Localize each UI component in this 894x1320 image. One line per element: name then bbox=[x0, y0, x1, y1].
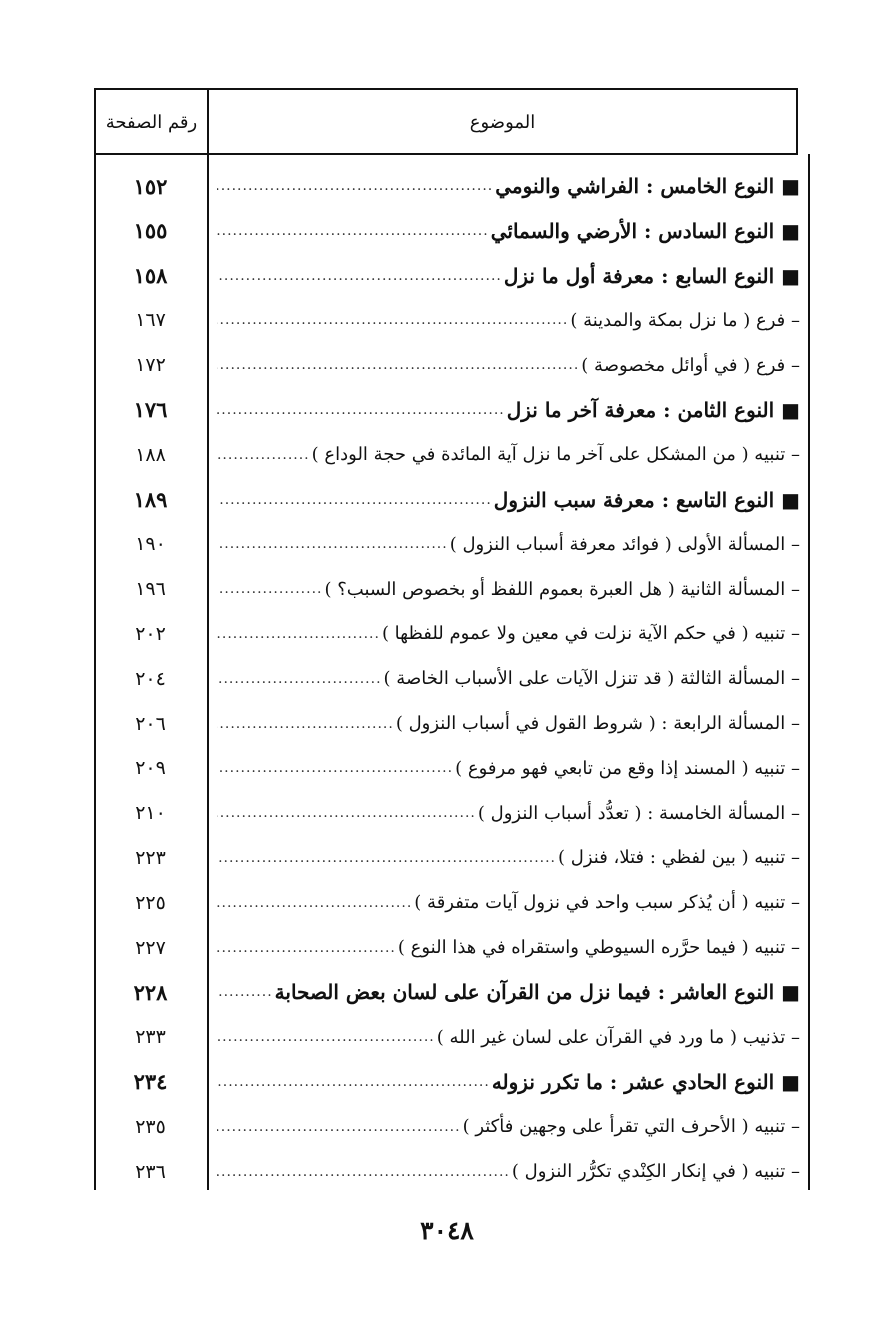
dot-leader bbox=[217, 402, 505, 418]
topic-entry bbox=[217, 750, 800, 786]
topic-title: – تنبيه ( فيما حرَّره السيوطي واستقراه في هذا النوع ) bbox=[397, 937, 800, 959]
topic-entry bbox=[217, 1109, 800, 1145]
page-number: ٢٢٧ bbox=[135, 936, 166, 959]
subtopic-row bbox=[94, 437, 810, 482]
page-number: ٢٣٤ bbox=[133, 1069, 168, 1095]
page-number: ١٩٠ bbox=[135, 533, 166, 556]
topic-entry bbox=[217, 168, 800, 204]
topic-title: ■ النوع التاسع : معرفة سبب النزول bbox=[493, 487, 800, 512]
subtopic-row bbox=[94, 795, 810, 840]
topic-title: – المسألة الرابعة : ( شروط القول في أسباب النزول ) bbox=[395, 713, 800, 735]
page-number-column-header: رقم الصفحة bbox=[105, 111, 198, 133]
subtopic-row bbox=[94, 885, 810, 930]
dot-leader bbox=[217, 536, 448, 552]
page-number: ١٩٦ bbox=[135, 578, 166, 601]
page-number: ٢٠٤ bbox=[135, 667, 166, 690]
topic-title: – المسألة الثالثة ( قد تنزل الآيات على الأسباب الخاصة ) bbox=[383, 668, 800, 690]
dot-leader bbox=[217, 223, 489, 239]
dot-leader bbox=[217, 626, 380, 642]
dot-leader bbox=[217, 492, 492, 508]
topic-title: ■ النوع الحادي عشر : ما تكرر نزوله bbox=[491, 1069, 800, 1094]
dot-leader bbox=[217, 760, 453, 776]
topic-title: – تذنيب ( ما ورد في القرآن على لسان غير الله ) bbox=[436, 1026, 800, 1048]
topic-title: – تنبيه ( المسند إذا وقع من تابعي فهو مرفوع ) bbox=[455, 757, 800, 779]
dot-leader bbox=[217, 447, 310, 463]
topic-entry bbox=[217, 661, 800, 697]
page-number: ٢٠٢ bbox=[135, 622, 166, 645]
page-number: ٢٣٣ bbox=[135, 1026, 166, 1049]
main-topic-row bbox=[94, 1064, 810, 1109]
topic-entry bbox=[217, 616, 800, 652]
topic-title: – تنبيه ( أن يُذكر سبب واحد في نزول آيات متفرقة ) bbox=[414, 892, 800, 914]
table-top-border bbox=[94, 88, 798, 90]
dot-leader bbox=[217, 1119, 461, 1135]
topic-entry bbox=[217, 930, 800, 966]
topic-title: ■ النوع العاشر : فيما نزل من القرآن على لسان بعض الصحابة bbox=[274, 980, 800, 1005]
subtopic-row bbox=[94, 571, 810, 616]
topic-entry bbox=[217, 437, 800, 473]
topic-entry bbox=[217, 885, 800, 921]
topic-title: – المسألة الثانية ( هل العبرة بعموم اللفظ أو بخصوص السبب؟ ) bbox=[324, 578, 800, 600]
topic-title: ■ النوع الثامن : معرفة آخر ما نزل bbox=[506, 397, 800, 422]
page-number: ٢١٠ bbox=[135, 802, 166, 825]
dot-leader bbox=[217, 984, 273, 1000]
topic-title: – تنبيه ( في حكم الآية نزلت في معين ولا عموم للفظها ) bbox=[381, 623, 800, 645]
dot-leader bbox=[217, 268, 502, 284]
subtopic-row bbox=[94, 1109, 810, 1154]
header-right-border bbox=[796, 88, 798, 155]
topic-title: ■ النوع السادس : الأرضي والسمائي bbox=[490, 218, 800, 243]
topic-entry bbox=[217, 795, 800, 831]
main-topic-row bbox=[94, 258, 810, 303]
dot-leader bbox=[217, 1164, 510, 1180]
topic-title: – فرع ( ما نزل بمكة والمدينة ) bbox=[570, 309, 800, 331]
topic-title: – تنبيه ( بين لفظي : فتلا، فنزل ) bbox=[558, 847, 800, 869]
topic-entry bbox=[217, 347, 800, 383]
subtopic-row bbox=[94, 750, 810, 795]
topic-entry bbox=[217, 213, 800, 249]
topic-entry bbox=[217, 840, 800, 876]
page-number: ٢٢٥ bbox=[135, 891, 166, 914]
page-number: ١٦٧ bbox=[135, 309, 166, 332]
dot-leader bbox=[217, 312, 568, 328]
subtopic-row bbox=[94, 616, 810, 661]
main-topic-row bbox=[94, 974, 810, 1019]
page-number: ٢٠٩ bbox=[135, 757, 166, 780]
main-topic-row bbox=[94, 392, 810, 437]
topic-title: – تنبيه ( من المشكل على آخر ما نزل آية المائدة في حجة الوداع ) bbox=[311, 444, 800, 466]
subtopic-row bbox=[94, 706, 810, 751]
topic-title: – تنبيه ( في إنكار الكِنْدي تكرُّر النزول ) bbox=[511, 1161, 800, 1183]
header-bottom-border bbox=[94, 153, 798, 155]
subtopic-row bbox=[94, 1154, 810, 1199]
subtopic-row bbox=[94, 302, 810, 347]
dot-leader bbox=[217, 671, 382, 687]
topic-title: – المسألة الخامسة : ( تعدُّد أسباب النزول ) bbox=[477, 802, 800, 824]
topic-title: ■ النوع الخامس : الفراشي والنومي bbox=[495, 174, 800, 198]
page-number: ٢٣٥ bbox=[135, 1115, 166, 1138]
page-number: ١٥٨ bbox=[133, 263, 168, 289]
dot-leader bbox=[217, 178, 493, 194]
page-number: ٢٠٦ bbox=[135, 712, 166, 735]
page-number: ١٥٥ bbox=[133, 218, 168, 244]
topic-entry bbox=[217, 1019, 800, 1055]
dot-leader bbox=[217, 895, 412, 911]
page-number: ٢٢٨ bbox=[133, 979, 168, 1005]
dot-leader bbox=[217, 581, 322, 597]
topic-entry bbox=[217, 258, 800, 294]
subtopic-row bbox=[94, 930, 810, 975]
topic-title: – تنبيه ( الأحرف التي تقرأ على وجهين فأكثر ) bbox=[462, 1116, 800, 1138]
dot-leader bbox=[217, 716, 394, 732]
topic-entry bbox=[217, 1154, 800, 1190]
dot-leader bbox=[217, 357, 579, 373]
page-number: ١٧٦ bbox=[133, 397, 168, 423]
dot-leader bbox=[217, 940, 396, 956]
topic-entry bbox=[217, 571, 800, 607]
page-number: ١٨٨ bbox=[135, 443, 166, 466]
topic-entry bbox=[217, 302, 800, 338]
dot-leader bbox=[217, 805, 476, 821]
page-number: ٢٢٣ bbox=[135, 846, 166, 869]
subtopic-row bbox=[94, 1019, 810, 1064]
subtopic-row bbox=[94, 347, 810, 392]
dot-leader bbox=[217, 1029, 435, 1045]
topic-title: ■ النوع السابع : معرفة أول ما نزل bbox=[503, 263, 800, 288]
subtopic-row bbox=[94, 840, 810, 885]
topic-entry bbox=[217, 1064, 800, 1100]
topic-title: – المسألة الأولى ( فوائد معرفة أسباب النزول ) bbox=[449, 533, 800, 555]
main-topic-row bbox=[94, 482, 810, 527]
topic-entry bbox=[217, 482, 800, 518]
subtopic-row bbox=[94, 661, 810, 706]
page-folio-number: ٣٠٤٨ bbox=[420, 1215, 474, 1245]
subtopic-row bbox=[94, 526, 810, 571]
topic-title: – فرع ( في أوائل مخصوصة ) bbox=[581, 354, 800, 376]
topic-column-header: الموضوع bbox=[469, 111, 536, 133]
page-number: ١٧٢ bbox=[135, 354, 166, 377]
topic-entry bbox=[217, 392, 800, 428]
page-number: ٢٣٦ bbox=[135, 1160, 166, 1183]
page-number: ١٨٩ bbox=[133, 487, 168, 513]
main-topic-row bbox=[94, 213, 810, 258]
page-number: ١٥٢ bbox=[133, 173, 168, 199]
topic-entry bbox=[217, 526, 800, 562]
main-topic-row bbox=[94, 168, 810, 213]
contents-list bbox=[94, 168, 810, 1198]
dot-leader bbox=[217, 1074, 490, 1090]
dot-leader bbox=[217, 850, 556, 866]
topic-entry bbox=[217, 974, 800, 1010]
topic-entry bbox=[217, 706, 800, 742]
